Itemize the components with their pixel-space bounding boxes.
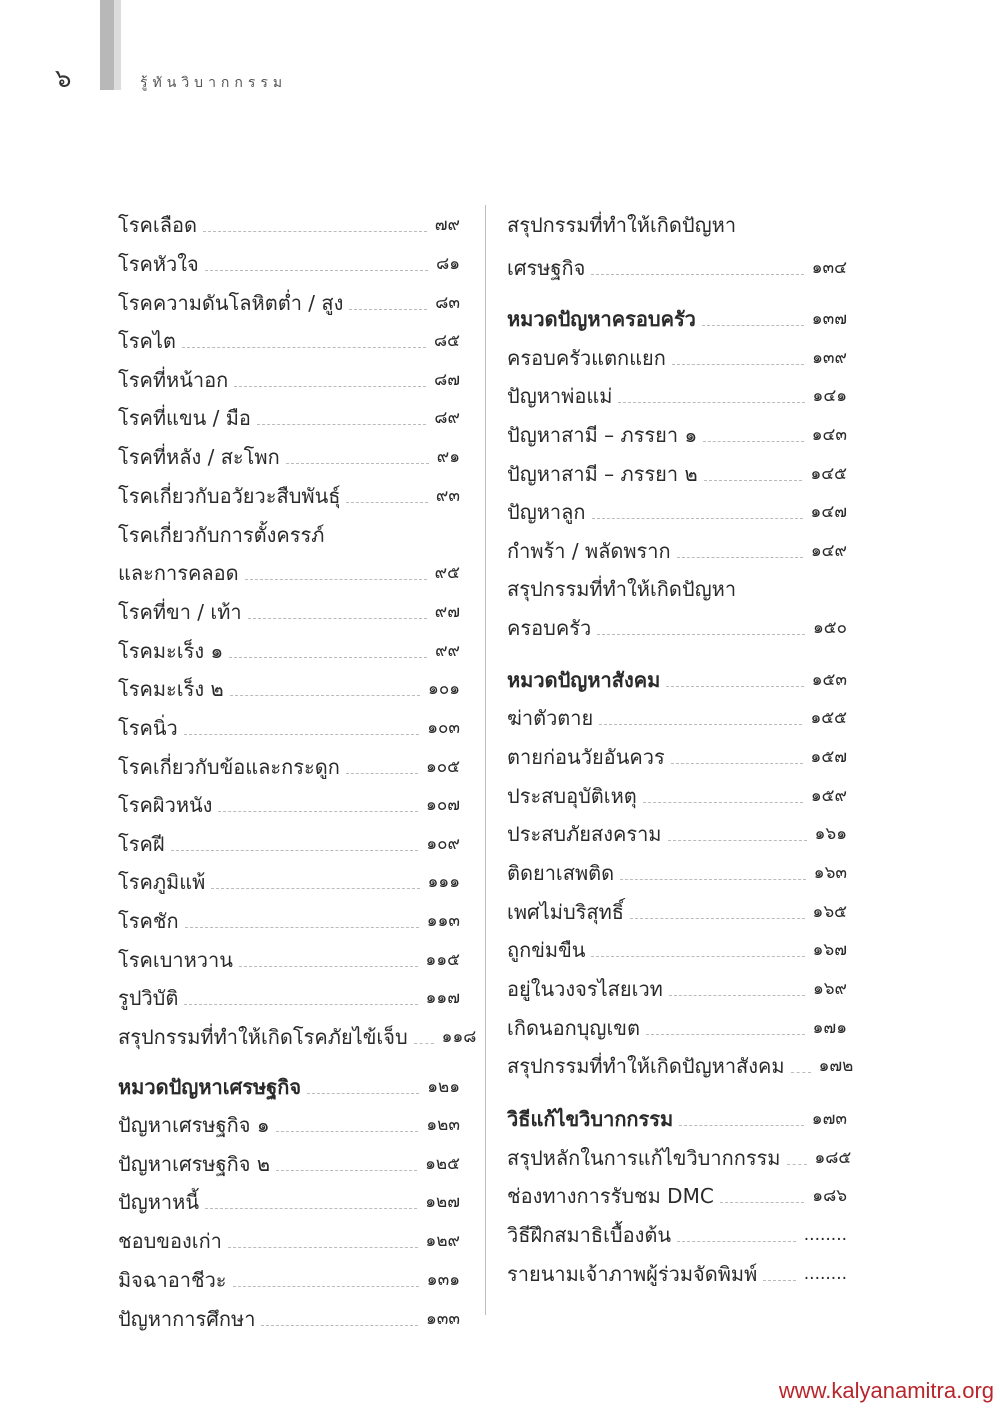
toc-entry-title: โรคมะเร็ง ๒ [118,677,224,701]
dot-leader [185,927,419,928]
toc-entry-page: ๙๓ [435,486,460,506]
toc-entry[interactable] [507,891,847,925]
toc-entry-title: รูปวิบัติ [118,986,179,1010]
toc-entry-title: ตายก่อนวัยอันควร [507,745,665,769]
toc-entry-title: ปัญหาสามี – ภรรยา ๒ [507,462,698,486]
toc-entry[interactable] [507,453,847,487]
dot-leader [346,502,427,503]
toc-entry[interactable] [118,1016,477,1050]
toc-entry-title: ครอบครัว [507,616,592,640]
toc-entry-title: ปัญหาพ่อแม่ [507,384,613,408]
toc-entry-page: ๑๒๑ [427,1077,460,1097]
toc-entry-page: ๑๒๗ [425,1192,460,1212]
toc-entry-title: หมวดปัญหาสังคม [507,668,661,692]
toc-entry[interactable] [507,1137,852,1171]
dot-leader [704,480,803,481]
toc-entry-page: ๑๖๕ [812,902,847,922]
toc-entry-title: สรุปกรรมที่ทำให้เกิดปัญหาสังคม [507,1054,785,1078]
toc-entry[interactable] [118,707,460,741]
dot-leader [669,995,805,996]
toc-entry-page: ๑๔๗ [810,502,847,522]
toc-entry-page: ๑๔๓ [811,425,847,445]
toc-entry-title: ปัญหาลูก [507,500,586,524]
toc-entry[interactable] [118,204,460,238]
toc-entry-page: ๑๒๕ [425,1154,460,1174]
toc-entry-title: หมวดปัญหาครอบครัว [507,307,696,331]
toc-entry[interactable] [118,475,460,509]
column-divider [485,205,486,1315]
dot-leader [205,1208,417,1209]
toc-entry[interactable] [118,436,460,470]
dot-leader [720,1202,805,1203]
dot-leader [276,1131,419,1132]
dot-leader [286,463,429,464]
toc-entry-page: ๑๖๗ [812,940,847,960]
dot-leader [349,309,427,310]
toc-entry-page: ๘๑ [436,254,460,274]
toc-entry-title: รายนามเจ้าภาพผู้ร่วมจัดพิมพ์ [507,1262,758,1286]
toc-entry-title: โรคเบาหวาน [118,948,233,972]
toc-entry[interactable] [507,1045,854,1079]
dot-leader [599,724,802,725]
dot-leader [414,1043,434,1044]
dot-leader [618,402,804,403]
toc-entry[interactable] [118,282,460,316]
toc-entry-title: และการคลอด [118,561,239,585]
toc-entry-page: ๑๕๗ [810,747,847,767]
toc-entry-page: ๑๐๓ [427,718,460,738]
toc-entry-page: ๘๗ [434,370,460,390]
toc-entry-title: โรคที่แขน / มือ [118,406,251,430]
dot-leader [702,325,804,326]
toc-entry-page: ๑๗๑ [812,1018,847,1038]
toc-entry[interactable] [507,968,847,1002]
toc-entry-title: สรุปกรรมที่ทำให้เกิดโรคภัยไข้เจ็บ [118,1025,408,1049]
dot-leader [203,231,427,232]
toc-entry[interactable] [118,514,460,548]
toc-entry-title: ถูกข่มขืน [507,938,586,962]
toc-entry[interactable] [118,823,460,857]
dot-leader [276,1170,417,1171]
toc-entry-title: หมวดปัญหาเศรษฐกิจ [118,1075,302,1099]
toc-entry-page: ๑๓๙ [812,348,847,368]
toc-entry-title: อยู่ในวงจรไสยเวท [507,977,663,1001]
toc-entry-page: ๑๘๖ [812,1186,847,1206]
dot-leader [184,1004,417,1005]
toc-entry[interactable] [507,607,847,641]
toc-entry[interactable] [118,359,460,393]
toc-entry-page: ๑๐๕ [425,757,460,777]
toc-entry[interactable] [118,630,460,664]
toc-entry-title: โรคไต [118,329,176,353]
toc-entry-page: ๘๓ [435,293,460,313]
toc-entry[interactable] [507,852,847,886]
dot-leader [668,840,807,841]
dot-leader [229,657,427,658]
toc-entry[interactable] [507,375,847,409]
toc-entry[interactable] [507,491,847,525]
toc-entry-page: ๑๔๕ [810,464,847,484]
toc-entry-page: ๙๙ [435,641,460,661]
page-number: ๖ [55,64,72,94]
toc-entry-page: ๑๕๕ [810,708,847,728]
toc-entry[interactable] [118,397,460,431]
toc-entry-title: ปัญหาสามี – ภรรยา ๑ [507,423,698,447]
toc-entry-page: ๑๓๓ [425,1309,460,1329]
toc-entry[interactable] [507,659,847,693]
toc-entry-page: ๑๕๓ [811,670,847,690]
dot-leader [679,1125,804,1126]
toc-entry-page: ๑๐๑ [428,679,460,699]
dot-leader [592,518,803,519]
toc-entry[interactable] [507,414,847,448]
toc-entry[interactable] [507,204,847,238]
toc-entry-title: โรคภูมิแพ้ [118,870,206,894]
dot-leader [230,695,420,696]
dot-leader [205,270,428,271]
toc-entry[interactable] [118,1143,460,1177]
toc-entry[interactable] [118,1066,460,1100]
dot-leader [257,424,426,425]
toc-entry-page: ๑๑๘ [441,1027,477,1047]
toc-entry-title: ช่องทางการรับชม DMC [507,1184,714,1208]
toc-entry-page: ๘๙ [434,408,460,428]
dot-leader [245,579,427,580]
toc-entry-title: โรคผิวหนัง [118,793,213,817]
toc-entry-page: ๑๗๒ [818,1056,854,1076]
toc-entry-title: โรคฝี [118,832,165,856]
toc-entry-page: ........ [803,1225,847,1245]
toc-entry[interactable] [507,775,847,809]
toc-entry-title: โรคเลือด [118,213,197,237]
toc-entry[interactable] [507,1253,847,1287]
dot-leader [346,773,418,774]
toc-entry-page: ๑๖๙ [812,979,847,999]
toc-entry[interactable] [507,568,847,602]
dot-leader [671,763,803,764]
toc-entry-page: ๑๓๗ [811,309,847,329]
toc-entry[interactable] [118,977,460,1011]
toc-entry-page: ๑๔๙ [810,541,847,561]
toc-entry[interactable] [507,1175,847,1209]
dot-leader [703,441,804,442]
toc-entry-page: ๑๔๑ [812,386,847,406]
dot-leader [307,1093,419,1094]
dot-leader [233,1286,419,1287]
toc-entry-title: ปัญหาเศรษฐกิจ ๒ [118,1152,271,1176]
toc-entry-page: ๑๕๐ [812,618,847,638]
toc-entry-page: ๘๕ [434,331,460,351]
toc-entry-title: โรคที่หลัง / สะโพก [118,445,280,469]
toc-entry[interactable] [118,1104,460,1138]
toc-entry-page: ๙๕ [434,563,460,583]
toc-entry[interactable] [118,861,460,895]
toc-entry-page: ๑๐๙ [426,834,460,854]
toc-entry[interactable] [118,900,460,934]
toc-entry-title: วิธีแก้ไขวิบากกรรม [507,1107,674,1131]
dot-leader [218,811,418,812]
toc-entry[interactable] [118,1298,460,1332]
dot-leader [239,966,418,967]
toc-entry[interactable] [118,746,460,780]
toc-entry-title: สรุปกรรมที่ทำให้เกิดปัญหา [507,577,737,601]
toc-entry-title: กำพร้า / พลัดพราก [507,539,671,563]
toc-entry-page: ๑๘๕ [814,1148,852,1168]
header-bar-light [114,0,121,90]
dot-leader [171,850,419,851]
dot-leader [666,686,803,687]
dot-leader [791,1072,811,1073]
toc-entry-title: โรคที่หน้าอก [118,368,229,392]
footer-url[interactable]: www.kalyanamitra.org [778,1378,994,1403]
toc-entry-page: ๑๖๓ [813,863,847,883]
toc-entry-title: โรคความดันโลหิตต่ำ / สูง [118,291,344,315]
toc-entry-page: ๑๕๙ [810,786,847,806]
toc-entry-title: ชอบของเก่า [118,1229,222,1253]
toc-entry-title: โรคมะเร็ง ๑ [118,639,224,663]
toc-entry-title: เศรษฐกิจ [507,256,586,280]
toc-entry[interactable] [507,298,847,332]
dot-leader [677,1241,796,1242]
toc-entry-title: ประสบอุบัติเหตุ [507,784,637,808]
toc-entry-title: ปัญหาเศรษฐกิจ ๑ [118,1113,270,1137]
toc-entry-title: โรคเกี่ยวกับการตั้งครรภ์ [118,523,325,547]
toc-entry-title: โรคเกี่ยวกับข้อและกระดูก [118,755,340,779]
toc-entry[interactable] [118,1220,460,1254]
toc-entry[interactable] [118,243,460,277]
toc-entry-title: มิจฉาอาชีวะ [118,1268,227,1292]
toc-entry[interactable] [118,939,460,973]
toc-entry-page: ๗๙ [434,215,460,235]
dot-leader [211,888,419,889]
dot-leader [643,802,803,803]
toc-entry-title: โรคที่ขา / เท้า [118,600,242,624]
toc-entry-title: ปัญหาการศึกษา [118,1307,256,1331]
toc-entry-page: ๑๑๑ [427,872,460,892]
toc-entry-title: โรคหัวใจ [118,252,199,276]
dot-leader [182,347,426,348]
toc-entry[interactable] [118,591,460,625]
toc-entry-page: ๑๐๗ [426,795,460,815]
toc-entry[interactable] [118,1259,460,1293]
toc-entry[interactable] [507,337,847,371]
toc-entry-page: ๑๑๕ [425,950,460,970]
dot-leader [672,364,804,365]
toc-entry-title: ประสบภัยสงคราม [507,822,662,846]
toc-entry-page: ๑๗๓ [811,1109,847,1129]
toc-entry-title: ปัญหาหนี้ [118,1190,200,1214]
toc-entry-title: วิธีฝึกสมาธิเบื้องต้น [507,1223,672,1247]
dot-leader [597,634,805,635]
dot-leader [591,956,804,957]
dot-leader [261,1325,418,1326]
dot-leader [184,734,419,735]
toc-entry-title: โรคนิ่ว [118,716,178,740]
toc-entry-page: ........ [803,1264,847,1284]
toc-entry-title: โรคเกี่ยวกับอวัยวะสืบพันธุ์ [118,484,341,508]
dot-leader [646,1034,805,1035]
toc-entry-title: เพศไม่บริสุทธิ์ [507,900,624,924]
toc-entry-page: ๑๖๑ [814,824,847,844]
toc-entry[interactable] [507,929,847,963]
toc-entry[interactable] [507,1214,847,1248]
toc-entry[interactable] [118,1181,460,1215]
toc-entry[interactable] [507,1007,847,1041]
dot-leader [763,1280,795,1281]
dot-leader [620,879,806,880]
running-title: รู้ทันวิบากกรรม [140,75,288,91]
header-bar-dark [100,0,114,90]
toc-entry[interactable] [507,813,847,847]
dot-leader [234,386,426,387]
toc-entry[interactable] [507,1098,847,1132]
toc-entry-page: ๑๑๗ [425,988,460,1008]
dot-leader [677,557,803,558]
toc-entry-title: ครอบครัวแตกแยก [507,346,666,370]
toc-entry[interactable] [507,247,847,281]
dot-leader [228,1247,418,1248]
toc-entry-page: ๑๒๓ [426,1115,460,1135]
toc-entry[interactable] [118,784,460,818]
dot-leader [591,274,803,275]
dot-leader [630,918,805,919]
toc-entry-title: สรุปกรรมที่ทำให้เกิดปัญหา [507,213,737,237]
dot-leader [248,618,427,619]
toc-entry[interactable] [118,552,460,586]
toc-entry[interactable] [507,530,847,564]
dot-leader [787,1164,807,1165]
toc-entry[interactable] [118,320,460,354]
toc-entry-title: ติดยาเสพติด [507,861,615,885]
toc-entry-title: เกิดนอกบุญเขต [507,1016,640,1040]
toc-entry-page: ๙๑ [436,447,460,467]
toc-entry-page: ๑๓๑ [426,1270,460,1290]
toc-entry-page: ๑๓๔ [811,258,847,278]
toc-entry-title: ฆ่าตัวตาย [507,706,594,730]
toc-entry[interactable] [118,668,460,702]
toc-entry[interactable] [507,697,847,731]
toc-entry-page: ๑๑๓ [426,911,460,931]
toc-entry[interactable] [507,736,847,770]
toc-entry-page: ๑๒๙ [425,1231,460,1251]
toc-entry-title: สรุปหลักในการแก้ไขวิบากกรรม [507,1146,781,1170]
toc-entry-title: โรคชัก [118,909,179,933]
toc-entry-page: ๙๗ [434,602,460,622]
